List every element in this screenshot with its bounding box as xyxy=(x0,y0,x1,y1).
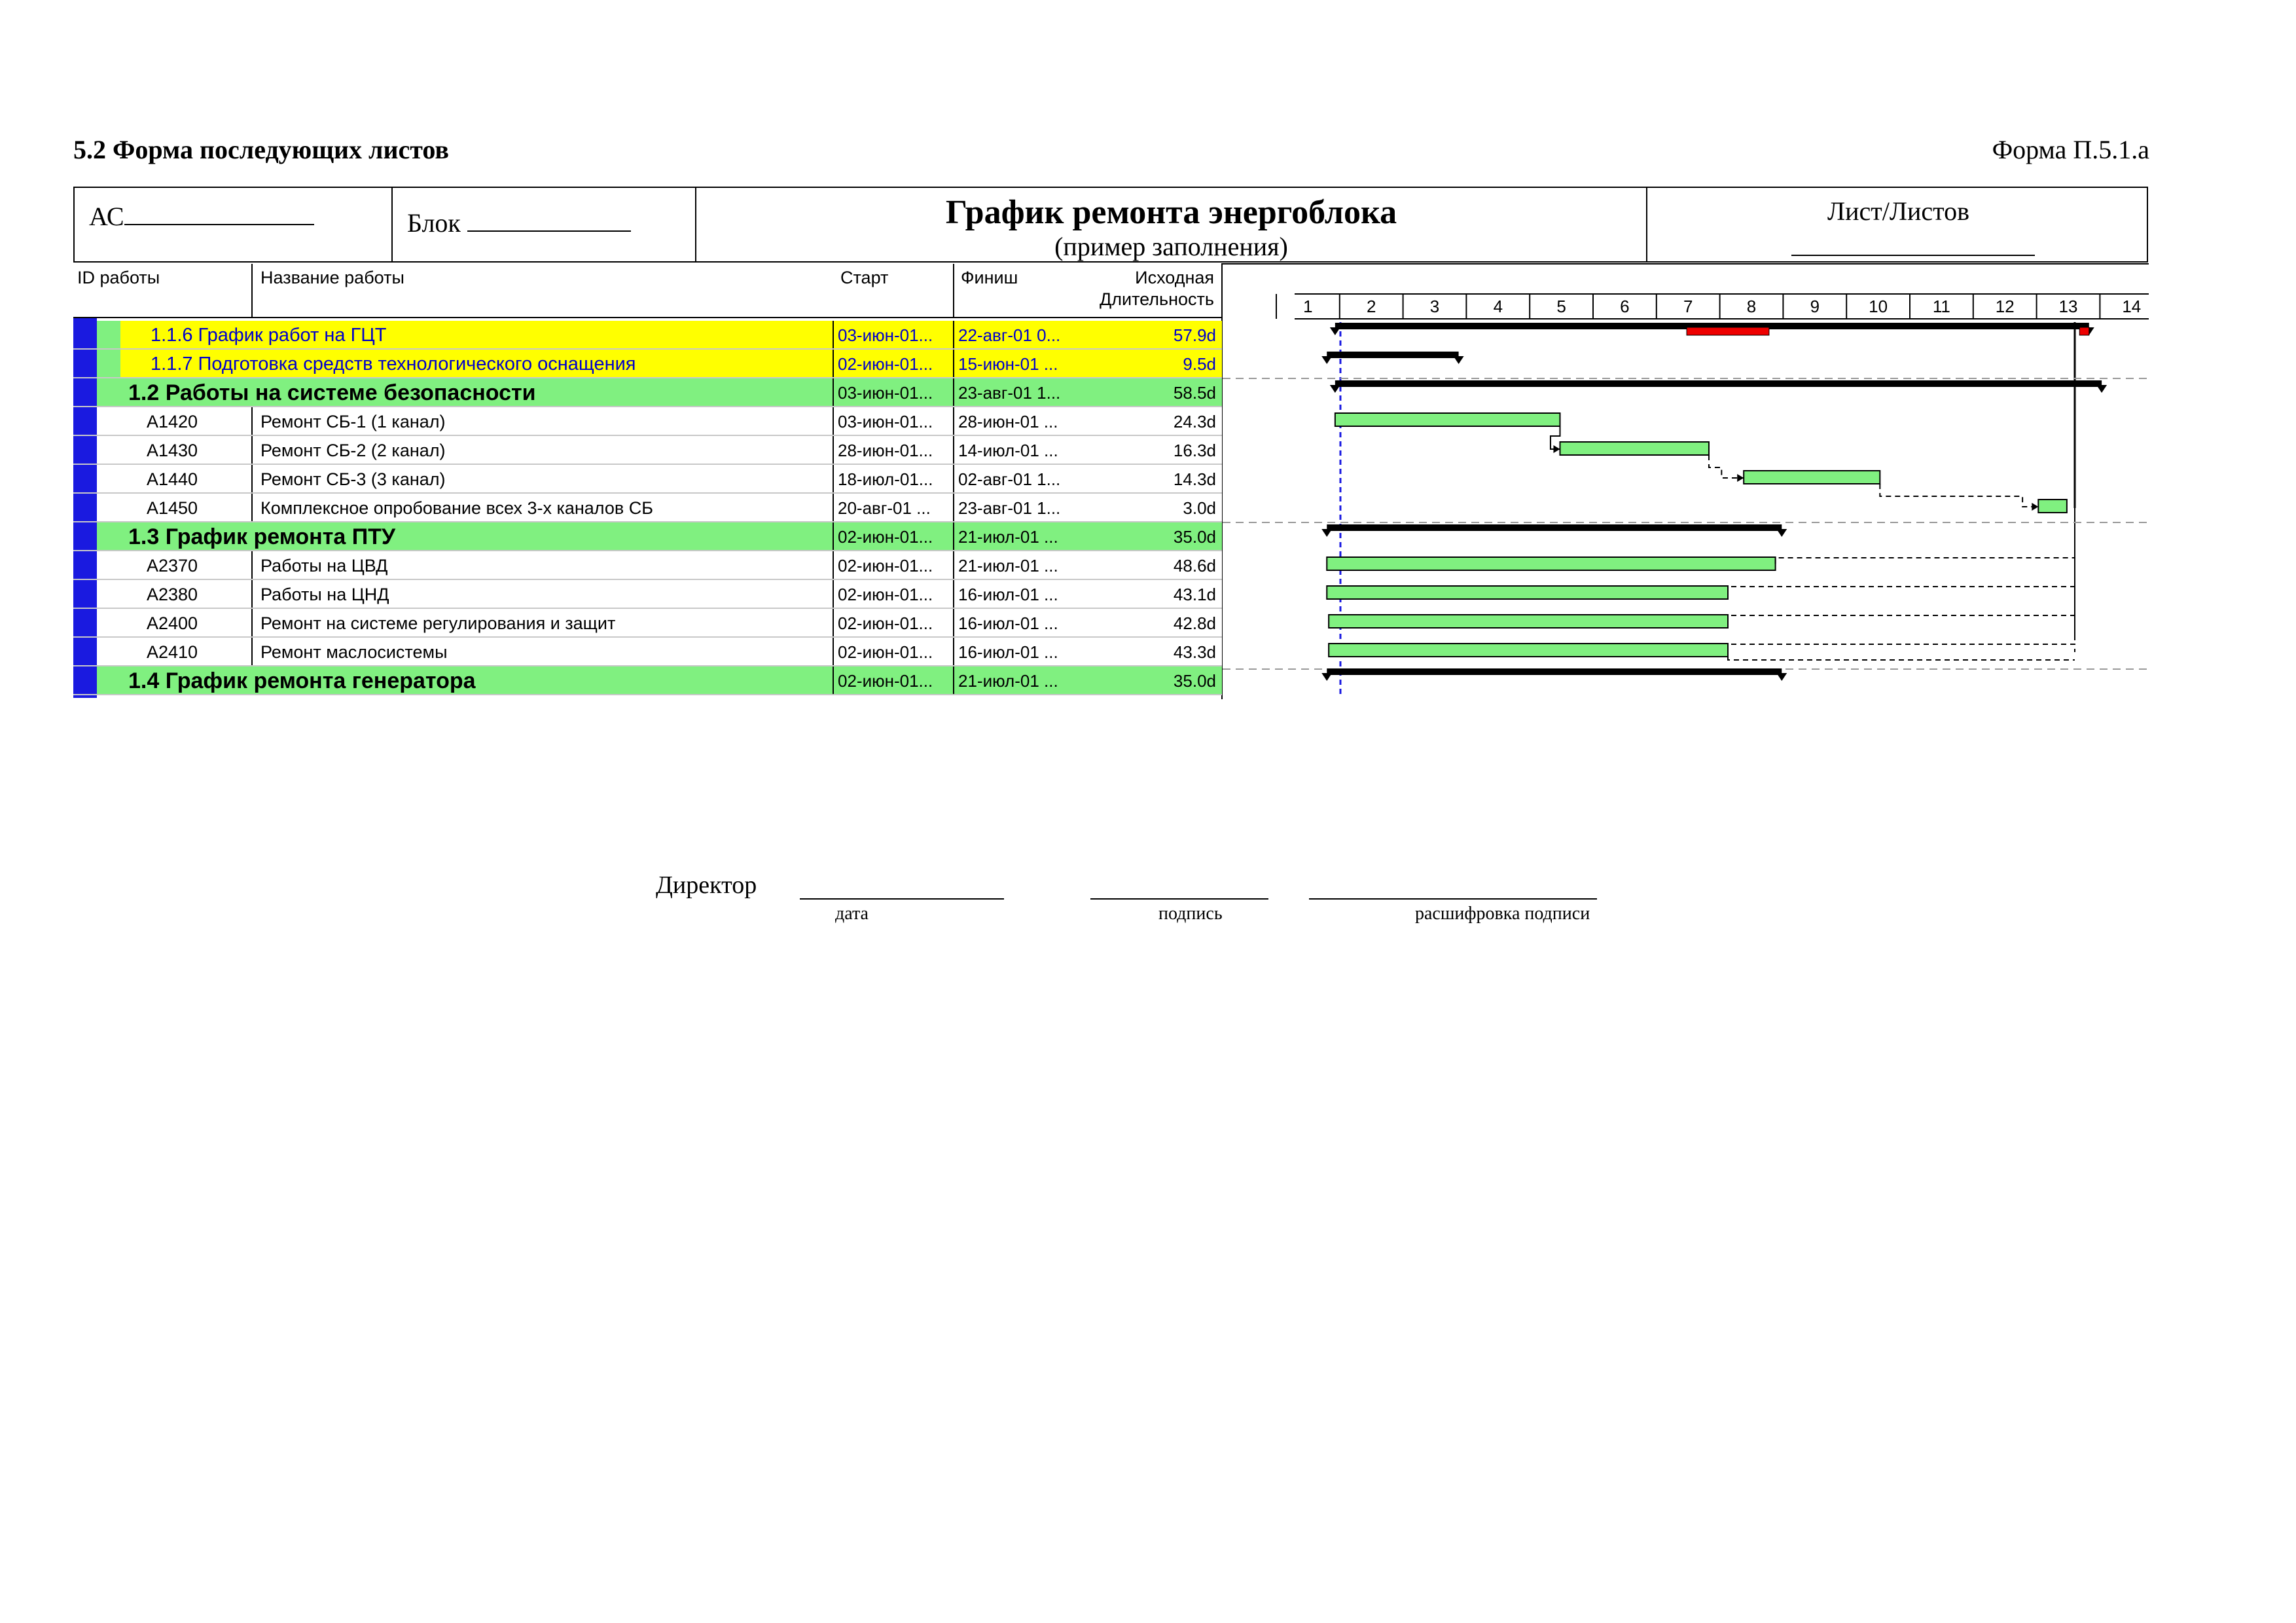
task-finish: 16-июл-01 ... xyxy=(958,613,1058,633)
summary-bar xyxy=(1327,668,1782,675)
task-finish: 16-июл-01 ... xyxy=(958,585,1058,604)
col-header-id: ID работы xyxy=(77,268,160,287)
task-bar xyxy=(1327,586,1728,599)
task-finish: 28-июн-01 ... xyxy=(958,412,1058,431)
timescale-label: 4 xyxy=(1493,297,1503,316)
task-name: 1.3 График ремонта ПТУ xyxy=(128,524,396,549)
col-header-finish: Финиш xyxy=(961,268,1018,287)
task-start: 02-июн-01... xyxy=(838,585,933,604)
dependency-arrow xyxy=(1553,445,1560,453)
summary-start-marker xyxy=(1321,673,1332,681)
task-finish: 23-авг-01 1... xyxy=(958,383,1061,403)
document-title: График ремонта энергоблока xyxy=(945,194,1397,231)
dependency-link xyxy=(1728,615,2075,623)
task-duration: 35.0d xyxy=(1173,527,1216,547)
task-id: А1450 xyxy=(147,498,198,518)
date-caption: дата xyxy=(835,903,869,924)
timescale-label: 7 xyxy=(1683,297,1693,316)
task-start: 02-июн-01... xyxy=(838,671,933,691)
dependency-link xyxy=(1551,426,1560,449)
col-header-name: Название работы xyxy=(260,268,404,287)
summary-end-marker xyxy=(1454,356,1464,364)
task-duration: 57.9d xyxy=(1173,325,1216,345)
task-start: 02-июн-01... xyxy=(838,556,933,575)
timescale-label: 14 xyxy=(2122,297,2142,316)
task-id: А2400 xyxy=(147,613,198,633)
gantt-chart xyxy=(0,0,2296,720)
col-header-start: Старт xyxy=(840,268,889,287)
dependency-arrow xyxy=(2032,503,2038,511)
decode-line xyxy=(1309,898,1597,900)
date-line xyxy=(800,898,1004,900)
task-finish: 23-авг-01 1... xyxy=(958,498,1061,518)
summary-end-marker xyxy=(2096,385,2107,393)
task-name: Ремонт СБ-3 (3 канал) xyxy=(260,469,446,489)
summary-end-marker xyxy=(1776,673,1787,681)
document-subtitle: (пример заполнения) xyxy=(1054,232,1288,261)
task-start: 02-июн-01... xyxy=(838,642,933,662)
critical-bar xyxy=(2079,327,2089,335)
task-name: 1.4 График ремонта генератора xyxy=(128,668,476,693)
summary-start-marker xyxy=(1321,356,1332,364)
timescale-label: 2 xyxy=(1366,297,1376,316)
task-bar xyxy=(2038,500,2067,513)
dependency-link xyxy=(1709,455,1744,478)
col-header-duration-line1: Исходная xyxy=(1135,268,1214,287)
task-name: Комплексное опробование всех 3-х каналов СБ xyxy=(260,498,653,518)
task-name: Ремонт на системе регулирования и защит xyxy=(260,613,616,633)
task-duration: 35.0d xyxy=(1173,671,1216,691)
critical-bar xyxy=(1687,327,1769,335)
summary-start-marker xyxy=(1330,327,1340,335)
signature-role: Директор xyxy=(656,871,757,899)
task-start: 02-июн-01... xyxy=(838,613,933,633)
task-duration: 24.3d xyxy=(1173,412,1216,431)
task-duration: 43.1d xyxy=(1173,585,1216,604)
task-start: 18-июл-01... xyxy=(838,469,933,489)
task-name: Работы на ЦВД xyxy=(260,556,388,575)
dependency-link xyxy=(1728,644,2075,652)
decode-caption: расшифровка подписи xyxy=(1415,903,1590,924)
task-start: 03-июн-01... xyxy=(838,383,933,403)
task-id: А2380 xyxy=(147,585,198,604)
task-id: А2410 xyxy=(147,642,198,662)
task-duration: 3.0d xyxy=(1183,498,1216,518)
task-id: А1430 xyxy=(147,441,198,460)
task-name: 1.2 Работы на системе безопасности xyxy=(128,380,536,405)
task-start: 03-июн-01... xyxy=(838,325,933,345)
task-start: 20-авг-01 ... xyxy=(838,498,931,518)
summary-start-marker xyxy=(1330,385,1340,393)
task-duration: 42.8d xyxy=(1173,613,1216,633)
sheet-label: Лист/Листов xyxy=(1827,196,1969,226)
sign-line xyxy=(1090,898,1268,900)
task-duration: 48.6d xyxy=(1173,556,1216,575)
task-duration: 9.5d xyxy=(1183,354,1216,374)
task-finish: 15-июн-01 ... xyxy=(958,354,1058,374)
sign-caption: подпись xyxy=(1158,903,1223,924)
task-bar xyxy=(1335,413,1560,426)
summary-start-marker xyxy=(1321,529,1332,537)
task-start: 02-июн-01... xyxy=(838,527,933,547)
block-label: Блок xyxy=(407,208,461,238)
task-finish: 14-июл-01 ... xyxy=(958,441,1058,460)
task-name: Ремонт СБ-1 (1 канал) xyxy=(260,412,446,431)
dependency-link xyxy=(1728,657,2075,660)
summary-bar xyxy=(1335,380,2102,387)
dependency-link xyxy=(1728,587,2075,594)
task-name: Ремонт СБ-2 (2 канал) xyxy=(260,441,446,460)
task-finish: 22-авг-01 0... xyxy=(958,325,1061,345)
task-id: А1420 xyxy=(147,412,198,431)
dependency-link xyxy=(1880,484,2038,507)
task-bar xyxy=(1329,644,1728,657)
task-finish: 02-авг-01 1... xyxy=(958,469,1061,489)
timescale-label: 5 xyxy=(1556,297,1566,316)
task-bar xyxy=(1560,442,1708,455)
task-finish: 21-июл-01 ... xyxy=(958,527,1058,547)
timescale-label: 11 xyxy=(1932,297,1950,316)
timescale-label: 13 xyxy=(2058,297,2078,316)
timescale-label: 3 xyxy=(1429,297,1440,316)
task-id: А1440 xyxy=(147,469,198,489)
summary-end-marker xyxy=(1776,529,1787,537)
timescale-label: 10 xyxy=(1869,297,1888,316)
timescale-label: 9 xyxy=(1810,297,1820,316)
form-code: Форма П.5.1.а xyxy=(1992,135,2149,164)
task-bar xyxy=(1329,615,1728,628)
dependency-arrow xyxy=(1737,474,1744,482)
task-duration: 14.3d xyxy=(1173,469,1216,489)
task-bar xyxy=(1744,471,1880,484)
col-header-duration-line2: Длительность xyxy=(1100,289,1214,309)
summary-bar xyxy=(1327,352,1458,358)
task-duration: 16.3d xyxy=(1173,441,1216,460)
task-duration: 43.3d xyxy=(1173,642,1216,662)
task-finish: 21-июл-01 ... xyxy=(958,556,1058,575)
task-id: А2370 xyxy=(147,556,198,575)
summary-bar xyxy=(1327,524,1782,531)
timescale-label: 12 xyxy=(1995,297,2015,316)
task-start: 03-июн-01... xyxy=(838,412,933,431)
task-name: Ремонт маслосистемы xyxy=(260,642,448,662)
task-finish: 16-июл-01 ... xyxy=(958,642,1058,662)
task-bar xyxy=(1327,557,1775,570)
section-title: 5.2 Форма последующих листов xyxy=(73,135,450,164)
timescale-label: 8 xyxy=(1746,297,1757,316)
task-name: 1.1.6 График работ на ГЦТ xyxy=(151,325,387,346)
task-name: 1.1.7 Подготовка средств технологического оснащения xyxy=(151,354,636,374)
task-name: Работы на ЦНД xyxy=(260,585,389,604)
task-start: 02-июн-01... xyxy=(838,354,933,374)
dependency-link xyxy=(1776,558,2075,566)
timescale-label: 6 xyxy=(1620,297,1630,316)
task-duration: 58.5d xyxy=(1173,383,1216,403)
timescale-label: 1 xyxy=(1303,297,1313,316)
task-start: 28-июн-01... xyxy=(838,441,933,460)
station-label: АС xyxy=(89,202,124,231)
task-finish: 21-июл-01 ... xyxy=(958,671,1058,691)
